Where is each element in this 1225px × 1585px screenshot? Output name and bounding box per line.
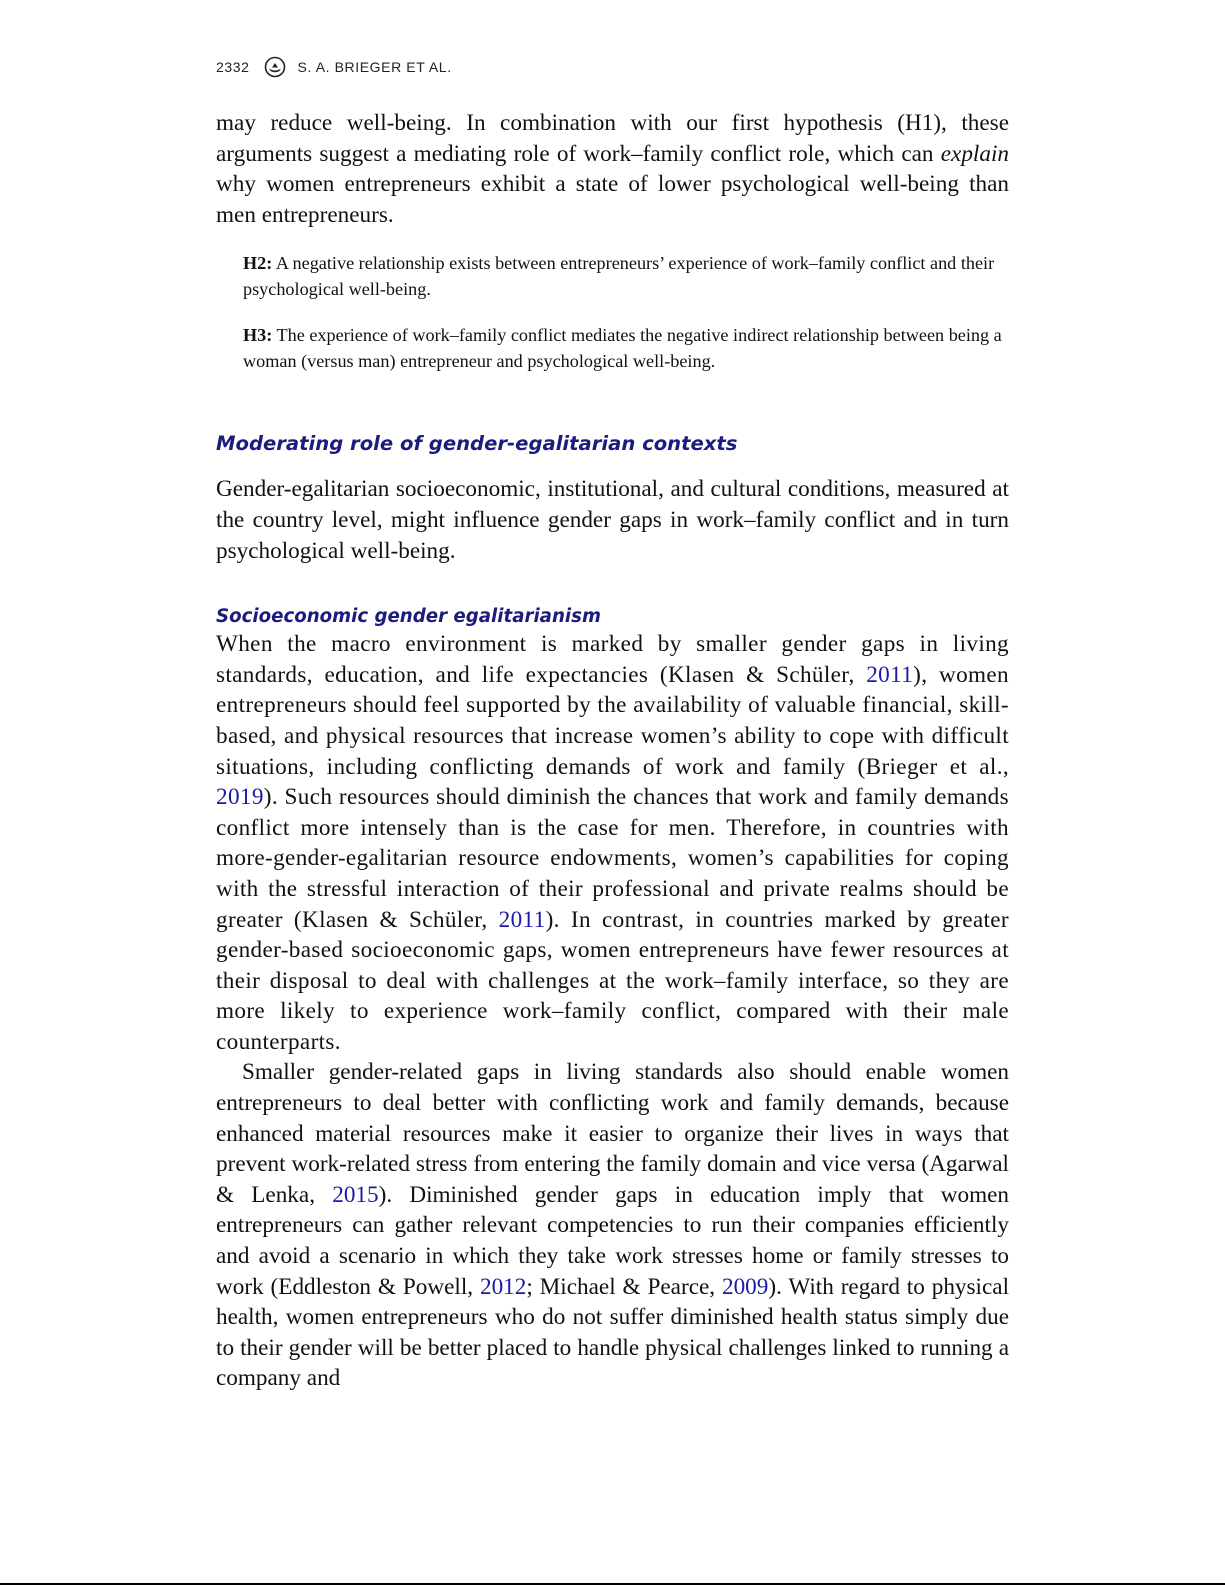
intro-emphasis: explain	[940, 140, 1009, 167]
p2-text-b: ). Diminished gender gaps in education imply that women entrepreneurs can gather relevant competencies to run their companies efficiently and avoid a scenario in which they take work stresses home or family stresses to work (Eddleston & Powell,	[216, 1181, 1009, 1300]
citation-link-klasen-2011-b[interactable]: 2011	[498, 906, 546, 933]
citation-link-agarwal-2015[interactable]: 2015	[332, 1181, 379, 1208]
publisher-logo-icon	[264, 56, 286, 78]
p1-text-a: When the macro environment is marked by smaller gender gaps in living standards, education, and life expectancies (Klasen & Schüler,	[216, 631, 1009, 688]
article-body	[216, 108, 1009, 1394]
page-number: 2332	[216, 59, 250, 75]
hypothesis-h2	[243, 250, 1009, 302]
intro-line-2: arguments suggest a mediating role of work–family conflict role, which can	[216, 140, 934, 167]
p2-text-a: Smaller gender-related gaps in living standards also should enable women entrepreneurs to deal better with conflicting work and family demands, because enhanced material resources make it easier to organize their lives in ways that prevent work-related stress from entering the family domain and vice versa (Agarwal & Lenka,	[216, 1059, 1009, 1208]
hypothesis-h3	[243, 322, 1009, 374]
citation-link-eddleston-2012[interactable]: 2012	[479, 1273, 527, 1300]
intro-line-4: being than men entrepreneurs.	[216, 171, 1010, 228]
p1-text-c: ). Such resources should diminish the chances that work and family demands conflict more intensely than is the case for men. Therefore, in countries with more-gender-egalitarian resource endowments, women’s capabilities for coping with the stressful interaction of their professional and private realms should be greater (Klasen & Schüler,	[216, 784, 1009, 933]
hypothesis-h3-text: The experience of work–family conflict mediates the negative indirect relationship between being a woman (versus man) entrepreneur and psychological well-being.	[243, 325, 1002, 372]
subsection-heading: Socioeconomic gender egalitarianism	[216, 606, 601, 628]
hypothesis-h3-label: H3:	[243, 325, 273, 346]
section-heading: Moderating role of gender-egalitarian contexts	[216, 432, 738, 456]
hypothesis-h2-label: H2:	[243, 253, 273, 274]
p1-text-b: ), women entrepreneurs should feel supported by the availability of valuable financial, skill-based, and physical resources that increase women’s ability to cope with difficult situations, including conflicting demands of work and family (Brieger et al.,	[216, 661, 1009, 780]
intro-paragraph	[216, 108, 1009, 230]
citation-link-michael-2009[interactable]: 2009	[721, 1273, 769, 1300]
intro-line-3: why women entrepreneurs exhibit a state of lower psychological well-	[216, 171, 908, 198]
intro-line-1: may reduce well-being. In combination with our first hypothesis (H1), these	[216, 110, 1009, 136]
hypothesis-h2-text: A negative relationship exists between entrepreneurs’ experience of work–family conflict and their psychological well-being.	[243, 253, 995, 300]
subsection-paragraph-1	[216, 629, 1009, 1057]
p2-text-c: ; Michael & Pearce,	[526, 1273, 722, 1300]
p2-text-d: ). With regard to physical health, women entrepreneurs who do not suffer diminished health status simply due to their gender will be better placed to handle physical challenges linked to running a company and	[216, 1273, 1010, 1392]
running-header	[216, 56, 452, 78]
p1-text-d: ). In contrast, in countries marked by greater gender-based socioeconomic gaps, women entrepreneurs have fewer resources at their disposal to deal with challenges at the work–family interface, so they are more likely to experience work–family conflict, compared with their male counterparts.	[216, 906, 1010, 1055]
citation-link-klasen-2011[interactable]: 2011	[866, 661, 914, 688]
section-paragraph: Gender-egalitarian socioeconomic, institutional, and cultural conditions, measured at the country level, might influence gender gaps in work–family conflict and in turn psychological well-being.	[216, 476, 1009, 564]
subsection-paragraph-2	[216, 1057, 1009, 1394]
running-header-authors: S. A. BRIEGER ET AL.	[297, 59, 452, 75]
citation-link-brieger-2019[interactable]: 2019	[216, 784, 264, 811]
